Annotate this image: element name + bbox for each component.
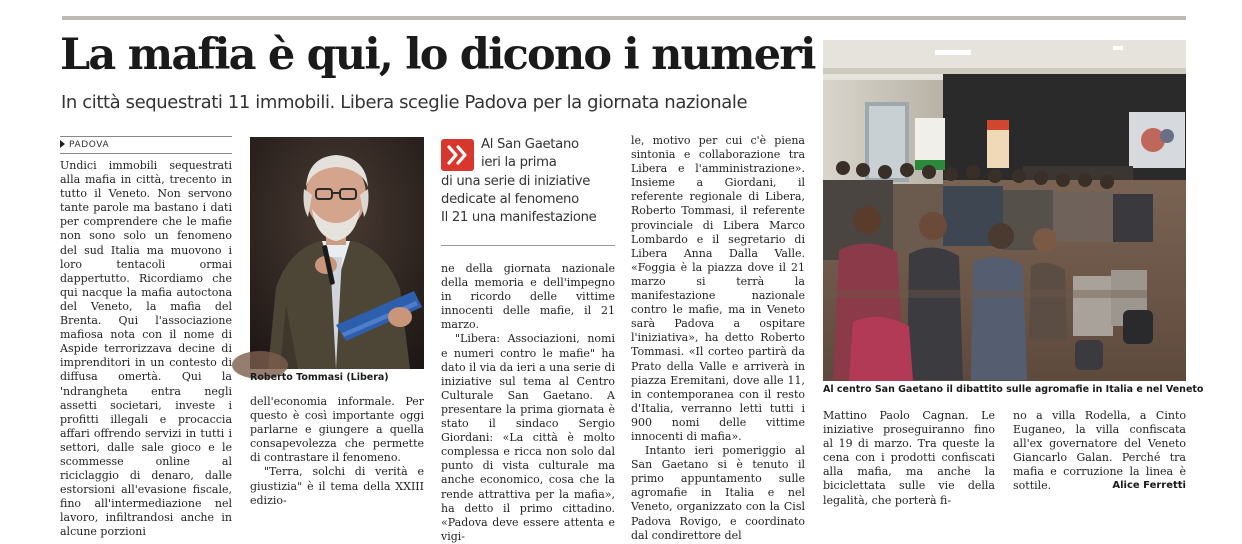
author-signature: Alice Ferretti bbox=[1112, 480, 1186, 491]
column-1 bbox=[60, 159, 232, 539]
paragraph: Mattino Paolo Cagnan. Le iniziative proseguiranno fino al 19 di marzo. Tra queste la cena con i prodotti confiscati alla mafia, ma anche la biciclettata sulle vie della legalità, che porterà fi- bbox=[823, 409, 995, 507]
portrait-photo bbox=[250, 137, 424, 369]
callout-line: dedicate al fenomeno bbox=[441, 191, 579, 207]
portrait-caption: Roberto Tommasi (Libera) bbox=[250, 372, 389, 383]
column-4 bbox=[631, 134, 805, 542]
photo-caption: Al centro San Gaetano il dibattito sulle agromafie in Italia e nel Veneto bbox=[823, 384, 1204, 395]
headline: La mafia è qui, lo dicono i numeri bbox=[60, 30, 815, 80]
paragraph: Undici immobili sequestrati alla mafia in città, trecento in tutto il Veneto. Non servono tante parole ma bastano i dati per comprendere che le mafie non sono solo un fenomeno del sud Italia ma muovono i loro tentacoli ormai dappertutto. Ricordiamo che qui nacque la mafia autoctona del Veneto, la mafia del Brenta. Qui l'associazione mafiosa nota con il nome di Aspide terrorizzava decine di imprenditori in un contesto di diffusa omertà. Qui la 'ndrangheta entra negli assetti societari, investe i profitti illegali e procaccia affari offrendo servizi in tutti i settori, dalle sale gioco e le scommesse online al riciclaggio di denaro, dalle estorsioni all'evasione fiscale, fino all'intermediazione nel lavoro, infiltrandosi anche in alcune porzioni bbox=[60, 159, 232, 539]
callout-line: di una serie di iniziative bbox=[441, 173, 591, 189]
paragraph: "Libera: Associazioni, nomi e numeri contro le mafie" ha dato il via da ieri a una serie di iniziative sul tema al Centro Culturale San Gaetano. A presentare la prima giornata è stato il sindaco Sergio Giordani: «La città è molto complessa e ricca non solo dal punto di vista culturale ma anche economico, cosa che la rende attrattiva per la mafia», ha detto il primo cittadino. «Padova deve essere attenta e vigi- bbox=[441, 332, 615, 543]
paragraph: ne della giornata nazionale della memoria e dell'impegno in ricordo delle vittime innocenti delle mafie, il 21 marzo. bbox=[441, 262, 615, 332]
column-2 bbox=[250, 395, 424, 507]
callout-divider bbox=[441, 245, 615, 246]
callout-line: Il 21 una manifestazione bbox=[441, 210, 597, 226]
paragraph: dell'economia informale. Per questo è così importante oggi parlarne e giungere a quella consapevolezza che permette di contrastare il fenomeno. bbox=[250, 395, 424, 465]
callout-box bbox=[441, 136, 615, 244]
callout-line: Al San Gaetano bbox=[481, 137, 579, 152]
column-3 bbox=[441, 262, 615, 543]
paragraph: no a villa Rodella, a Cinto Euganeo, la villa confiscata all'ex governatore del Veneto Giancarlo Galan. Perché tra mafia e corruzione la linea è sottile. bbox=[1013, 409, 1186, 493]
triangle-marker-icon bbox=[60, 140, 65, 148]
column-5 bbox=[823, 409, 995, 507]
dateline-label: PADOVA bbox=[69, 140, 110, 150]
callout-line: ieri la prima bbox=[481, 155, 557, 171]
event-photo bbox=[823, 40, 1186, 381]
paragraph: Intanto ieri pomeriggio al San Gaetano si è tenuto il primo appuntamento sulle agromafie in Italia e nel Veneto, organizzato con la Cisl Padova Rovigo, e coordinato dal condirettore del bbox=[631, 444, 805, 542]
dateline bbox=[60, 136, 232, 154]
paragraph: "Terra, solchi di verità e giustizia" è il tema della XXIII edizio- bbox=[250, 465, 424, 507]
top-rule bbox=[62, 16, 1186, 20]
callout-text bbox=[441, 136, 615, 227]
paragraph: le, motivo per cui c'è piena sintonia e collaborazione tra Libera e l'amministrazione». Insieme a Giordani, il referente regionale di Libera, Roberto Tommasi, il referente provinciale di Libera Marco Lombardo e il segretario di Libera Anna Dalla Valle. «Foggia è la piazza dove il 21 marzo si terrà la manifestazione nazionale contro le mafie, ma in Veneto sarà Padova a ospitare l'iniziativa», ha detto Roberto Tommasi. «Il corteo partirà da Prato della Valle e arriverà in piazza Eremitani, dove alle 11, in contemporanea con il resto d'Italia, verranno letti tutti i 900 nomi delle vittime innocenti di mafia». bbox=[631, 134, 805, 443]
subheadline: In città sequestrati 11 immobili. Libera sceglie Padova per la giornata nazionale bbox=[61, 92, 748, 113]
